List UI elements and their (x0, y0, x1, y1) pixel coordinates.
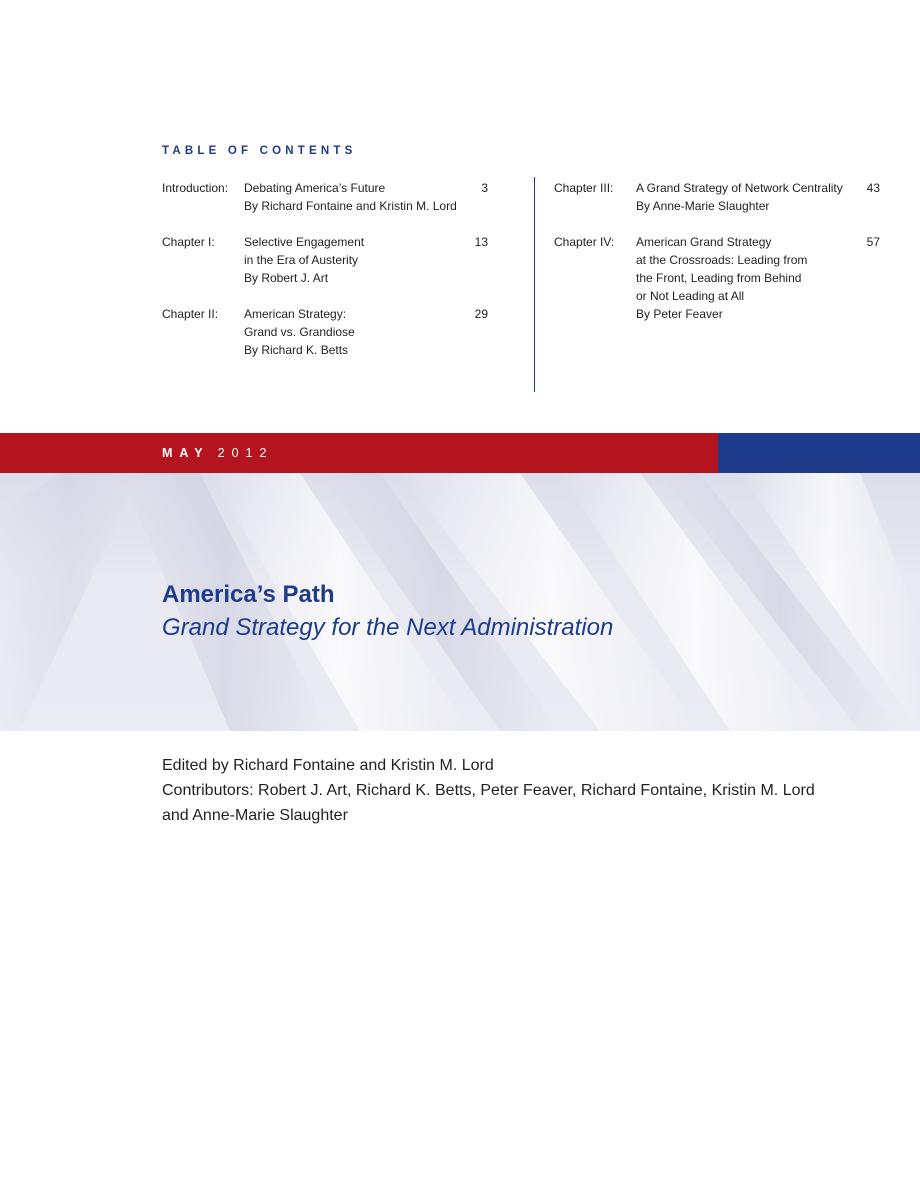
toc-entry-title: the Front, Leading from Behind (636, 271, 802, 285)
hero-banner (0, 473, 920, 731)
toc-entry-title: American Grand Strategy (636, 235, 772, 249)
toc-entry-title: A Grand Strategy of Network Centrality (636, 181, 843, 195)
document-subtitle: Grand Strategy for the Next Administration (162, 614, 614, 641)
toc-entry-author: By Robert J. Art (244, 271, 329, 285)
hero-background-art (0, 473, 920, 731)
toc-right-column (554, 179, 880, 341)
publication-month: MAY (162, 446, 210, 460)
toc-entry-label: Chapter III: (554, 181, 614, 195)
publication-year: 2012 (217, 446, 274, 460)
toc-entry-label: Chapter IV: (554, 235, 615, 249)
toc-entry-label: Introduction: (162, 181, 229, 195)
publication-date (162, 446, 273, 460)
toc-entry-title: American Strategy: (244, 307, 347, 321)
date-band (0, 433, 920, 473)
toc-entry-title: or Not Leading at All (636, 289, 745, 303)
toc-entry-author: By Peter Feaver (636, 307, 723, 321)
date-band-red (0, 433, 718, 473)
toc-entry-title: at the Crossroads: Leading from (636, 253, 808, 267)
toc-entry-title: Grand vs. Grandiose (244, 325, 355, 339)
contributors-line-continued: and Anne-Marie Slaughter (162, 807, 348, 824)
credits (162, 753, 862, 828)
toc-entry-introduction[interactable] (162, 179, 488, 215)
toc-entry-author: By Richard Fontaine and Kristin M. Lord (244, 199, 457, 213)
toc-entry-page: 3 (481, 181, 488, 195)
toc-entry-chapter-2[interactable] (162, 305, 488, 359)
toc-divider (534, 177, 535, 392)
contributors-line: Contributors: Robert J. Art, Richard K. Betts, Peter Feaver, Richard Fontaine, Kristin M. Lord (162, 782, 815, 799)
toc-entry-author: By Richard K. Betts (244, 343, 349, 357)
toc-entry-title: Selective Engagement (244, 235, 365, 249)
toc-entry-label: Chapter I: (162, 235, 215, 249)
toc-entry-page: 13 (474, 235, 488, 249)
editors-line: Edited by Richard Fontaine and Kristin M. Lord (162, 757, 494, 774)
toc-entry-page: 43 (866, 181, 880, 195)
toc-heading: TABLE OF CONTENTS (162, 145, 357, 157)
toc-entry-page: 29 (474, 307, 488, 321)
toc-entry-chapter-1[interactable] (162, 233, 488, 287)
toc-entry-chapter-3[interactable] (554, 179, 880, 215)
toc-left-column (162, 179, 488, 377)
toc-entry-page: 57 (866, 235, 880, 249)
toc-entry-title: in the Era of Austerity (244, 253, 359, 267)
toc-entry-author: By Anne-Marie Slaughter (636, 199, 770, 213)
toc-entry-label: Chapter II: (162, 307, 219, 321)
toc-entry-chapter-4[interactable] (554, 233, 880, 323)
toc-entry-title: Debating America’s Future (244, 181, 386, 195)
date-band-blue (718, 433, 920, 473)
document-title: America’s Path (162, 581, 335, 608)
